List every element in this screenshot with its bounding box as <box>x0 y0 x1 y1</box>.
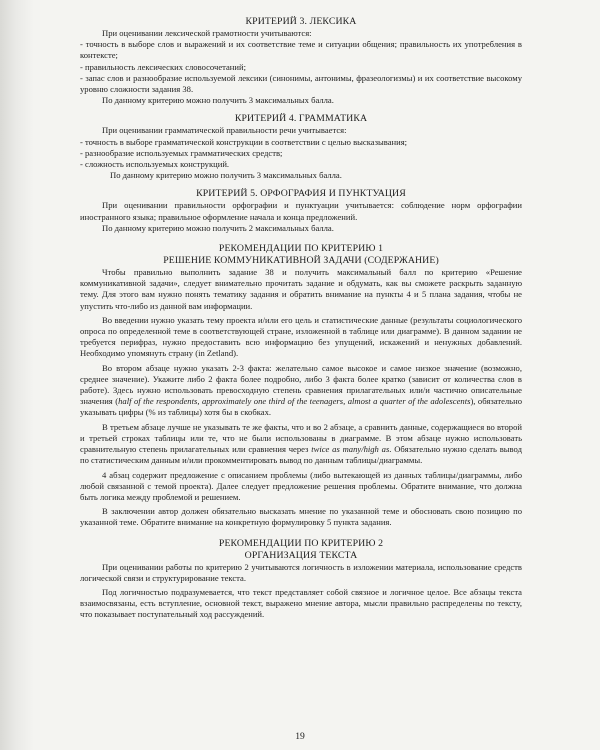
rec2-paragraph: Под логичностью подразумевается, что текст представляет собой связное и логичное целое. Все абзацы текста взаимосвязаны, есть вступление, основной текст, выражено мнение автора, мысли правильно распределены по тексту, что показывает поступательный ход рассуждений. <box>80 586 522 620</box>
criterion-3-item: - точность в выборе слов и выражений и их соответствие теме и ситуации общения; правильность их употребления в контексте; <box>80 39 522 61</box>
recommendations-2-heading: РЕКОМЕНДАЦИИ ПО КРИТЕРИЮ 2 <box>218 537 384 549</box>
criterion-4-section <box>80 113 522 181</box>
criterion-4-item: - разнообразие используемых грамматических средств; <box>80 147 283 158</box>
rec1-paragraph: 4 абзац содержит предложение с описанием проблемы (либо вытекающей из данных таблицы/диаграммы, либо любой связанной с темой проекта). Далее следует предложение решения проблемы. Обратите внимание, что должна быть логика между проблемой и решением. <box>80 469 522 502</box>
rec1-paragraph <box>80 422 522 467</box>
criterion-3-item: - правильность лексических словосочетаний; <box>80 61 246 72</box>
criterion-5-text: При оценивании правильности орфографии и пунктуации учитывается: соблюдение норм орфографии иностранного языка; правильное оформление начала и конца предложений. <box>80 200 522 222</box>
recommendations-1-section <box>80 243 522 528</box>
criterion-3-intro: При оценивании лексической грамотности учитываются: <box>102 28 312 38</box>
page-number: 19 <box>295 731 305 742</box>
rec1-p4-example: twice as many/high as <box>311 444 390 455</box>
criterion-5-score: По данному критерию можно получить 2 максимальных балла. <box>102 222 334 233</box>
criterion-4-item: - точность в выборе грамматической конструкции в соответствии с целью высказывания; <box>80 136 408 147</box>
rec1-paragraph: Чтобы правильно выполнить задание 38 и получить максимальный балл по критерию «Решение коммуникативной задачи», следует внимательно прочитать задание и обдумать, как вы сможете раскрыть заданную тему. Для этого вам нужно понять тематику задания и обратить внимание на пункты 4 и 5 плана задания, чтобы не упустить что-либо из данной вам информации. <box>80 267 522 311</box>
rec2-paragraph: При оценивании работы по критерию 2 учитываются логичность в изложении материала, использование средств логической связи и структурирование текста. <box>80 561 522 583</box>
criterion-4-intro: При оценивании грамматической правильности речи учитывается: <box>102 125 347 136</box>
rec1-paragraph: В заключении автор должен обязательно высказать мнение по указанной теме и обосновать свою позицию по указанной теме. Обратите внимание на конкретную формулировку 5 пункта задания. <box>80 506 522 528</box>
rec1-p4-end: . Обязательно нужно сделать вывод по статистическим данным и/или прокомментировать вывод по данным таблицы/диаграммы. <box>80 444 522 466</box>
criterion-3-item: - запас слов и разнообразие используемой лексики (синонимы, антонимы, фразеологизмы) и их соответствие высокому уровню сложности задания 38. <box>80 72 522 95</box>
rec1-p3-end: ), обязательно указывать цифры (% из таблицы) хотя бы в скобках. <box>80 396 522 418</box>
recommendations-2-section <box>80 538 522 621</box>
rec1-paragraph <box>80 363 522 419</box>
criterion-4-score: По данному критерию можно получить 3 максимальных балла. <box>110 170 342 181</box>
criterion-3-section <box>80 16 522 106</box>
criterion-5-section <box>80 188 522 234</box>
criterion-5-heading: КРИТЕРИЙ 5. ОРФОГРАФИЯ И ПУНКТУАЦИЯ <box>196 188 406 200</box>
recommendations-1-heading: РЕКОМЕНДАЦИИ ПО КРИТЕРИЮ 1 <box>218 243 384 255</box>
recommendations-1-subheading: РЕШЕНИЕ КОММУНИКАТИВНОЙ ЗАДАЧИ (СОДЕРЖАНИЕ) <box>163 255 439 267</box>
rec1-paragraph: Во введении нужно указать тему проекта и/или его цель и статистические данные (результаты социологического опроса по определенной теме в соответствующей стране, изложенной в таблице или диаграмме). В данном задании не требуется перифраз, нужно предоставить всю информацию без упущений, искажений и ненужных добавлений. Необходимо упомянуть страну (in Zetland). <box>80 314 522 359</box>
criterion-4-heading: КРИТЕРИЙ 4. ГРАММАТИКА <box>234 113 368 125</box>
criterion-3-heading: КРИТЕРИЙ 3. ЛЕКСИКА <box>245 16 357 27</box>
rec1-p4-start: В третьем абзаце лучше не указывать те же факты, что и во 2 абзаце, а сравнить данные, содержащиеся во второй и третьей строках таблицы или те, что не были использованы в диаграмме. В этом абзаце нужно использовать сравнительную степень прилагательных или сравнения через <box>80 421 522 455</box>
rec1-p3-start: Во втором абзаце нужно указать 2-3 факта: желательно самое высокое и самое низкое значение (возможно, среднее значение). Укажите либо 2 факта более подробно, либо 3 факта более кратко (зависит от количества слов в работе). Здесь нужно использовать превосходную степень сравнения прилагательных или/и частично описательные значения ( <box>80 362 522 407</box>
recommendations-2-subheading: ОРГАНИЗАЦИЯ ТЕКСТА <box>244 549 358 561</box>
criterion-3-score: По данному критерию можно получить 3 максимальных балла. <box>102 95 334 106</box>
criterion-4-item: - сложность используемых конструкций. <box>80 159 230 170</box>
rec1-p3-examples: half of the respondents, approximately one third of the teenagers, almost a quarter of the adolescents <box>118 396 471 407</box>
